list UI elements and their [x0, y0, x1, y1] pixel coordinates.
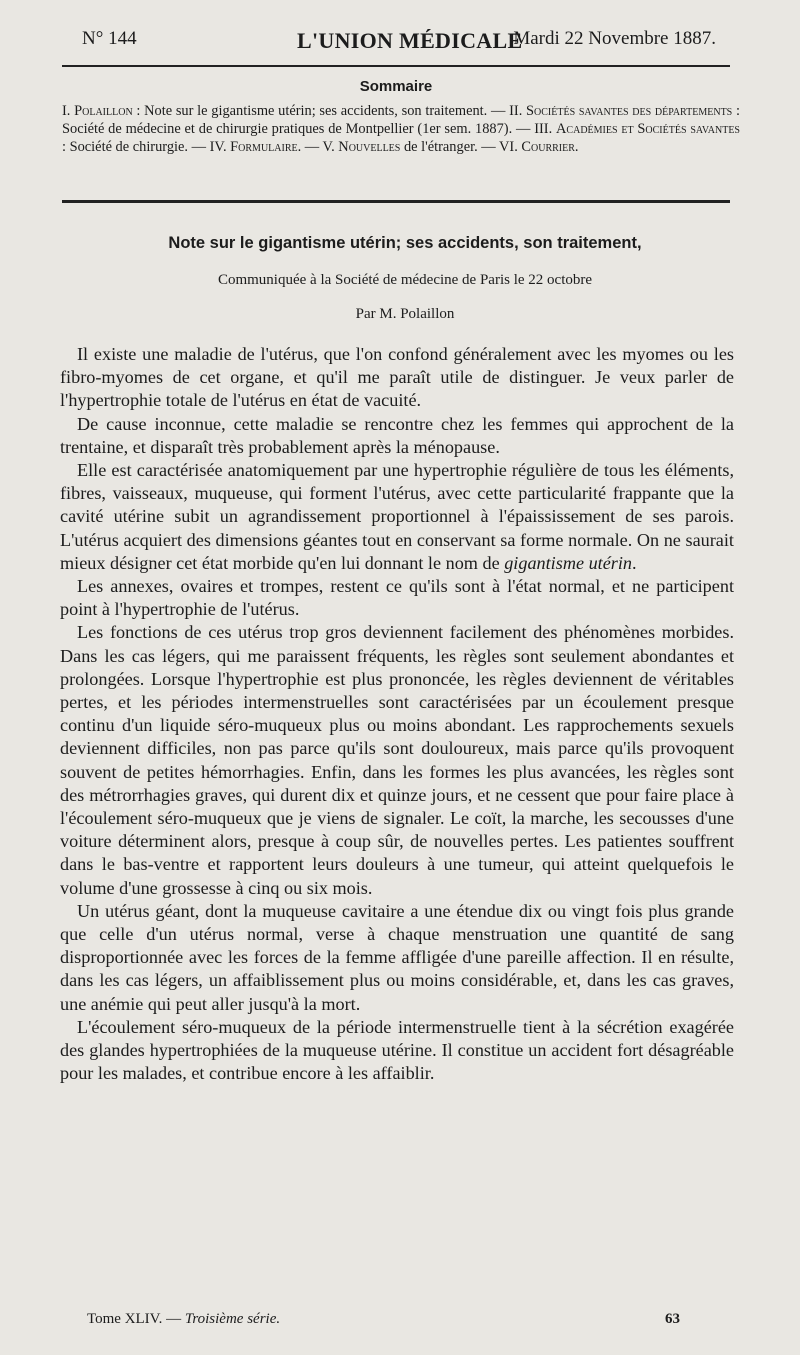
sommaire-item: II. Sociétés savantes des départements : Société de médecine et de chirurgie pratiques de Montpellier (1er sem. 1887). — — [62, 103, 740, 137]
sommaire-title: Sommaire — [359, 78, 433, 95]
paragraph: Les annexes, ovaires et trompes, restent ce qu'ils sont à l'état normal, et ne participent point à l'hypertrophie de l'utérus. — [60, 576, 734, 620]
paragraph: De cause inconnue, cette maladie se rencontre chez les femmes qui approchent de la trentaine, et disparaît très probablement après la ménopause. — [60, 413, 734, 457]
sommaire-rule — [62, 200, 730, 203]
header-rule — [62, 65, 730, 67]
sommaire-item: V. Nouvelles de l'étranger. — — [322, 139, 500, 155]
article-communication: Communiquée à la Société de médecine de Paris le 22 octobre — [217, 272, 593, 288]
sommaire-item: VI. Courrier. — [499, 139, 579, 155]
sommaire-contents — [62, 102, 740, 156]
issue-date: Mardi 22 Novembre 1887. — [513, 28, 716, 49]
issue-number: N° 144 — [82, 28, 137, 49]
paragraph: Elle est caractérisée anatomiquement par une hypertrophie régulière de tous les éléments, fibres, vaisseaux, muqueuse, qui forment l'utérus, avec cette particularité frappante que la cavité utérine subit un agrandissement proportionnel à l'épaississement de ses parois. L'utérus acquiert des dimensions géantes tout en conservant sa forme normale. On ne saurait mieux désigner cet état morbide qu'en lui donnant le nom de gigantisme utérin. — [60, 460, 734, 573]
paragraph: L'écoulement séro-muqueux de la période intermenstruelle tient à la sécrétion exagérée des glandes hypertrophiées de la muqueuse utérine. Il constitue un accident fort désagréable pour les malades, et contribue encore à les affaiblir. — [60, 1016, 734, 1084]
sommaire-item: I. Polaillon : Note sur le gigantisme utérin; ses accidents, son traitement. — — [62, 103, 510, 119]
sommaire-item: IV. Formulaire. — — [209, 139, 323, 155]
masthead — [62, 28, 730, 58]
journal-title: L'UNION MÉDICALE — [297, 28, 523, 53]
article-title: Note sur le gigantisme utérin; ses accidents, son traitement, — [168, 234, 642, 252]
footer-tome: Tome XLIV. — Troisième série. — [87, 1311, 281, 1327]
article-body — [60, 343, 734, 1086]
page-footer — [60, 1311, 750, 1331]
sommaire-item: III. Académies et Sociétés savantes : Société de chirurgie. — — [62, 121, 740, 155]
article-author: Par M. Polaillon — [355, 306, 455, 322]
page-number: 63 — [665, 1311, 680, 1327]
paragraph: Un utérus géant, dont la muqueuse cavitaire a une étendue dix ou vingt fois plus grande que celle d'un utérus normal, verse à chaque menstruation une quantité de sang disproportionnée avec les forces de la femme affligée d'une pareille affection. Il en résulte, dans les cas légers, un affaiblissement plus ou moins considérable, et, dans les cas graves, une anémie qui peut aller jusqu'à la mort. — [60, 900, 734, 1014]
emphasis-term: gigantisme utérin — [504, 552, 633, 573]
paragraph: Les fonctions de ces utérus trop gros deviennent facilement des phénomènes morbides. Dans les cas légers, qui me paraissent fréquents, les règles sont seulement abondantes et prolongées. Lorsque l'hypertrophie est plus prononcée, les règles deviennent de véritables pertes, et les périodes intermenstruelles sont caractérisées par un écoulement presque continu d'un liquide séro-muqueux plus ou moins abondant. Les rapprochements sexuels deviennent difficiles, non pas parce qu'ils sont douloureux, mais parce qu'ils provoquent souvent de petites hémorrhagies. Enfin, dans les formes les plus avancées, les règles sont des métrorrhagies graves, qui durent dix et quinze jours, et ne cessent que pour faire place à l'écoulement séro-muqueux que je viens de signaler. Le coït, la marche, les secousses d'une voiture déterminent alors, presque à coup sûr, de nouvelles pertes. Les patientes souffrent dans le bas-ventre et rapportent leurs douleurs à une tumeur, qui atteint quelquefois le volume d'une grossesse à cinq ou six mois. — [60, 622, 734, 898]
paragraph: Il existe une maladie de l'utérus, que l'on confond généralement avec les myomes ou les fibro-myomes de cet organe, et qu'il me paraît utile de distinguer. Je veux parler de l'hypertrophie totale de l'utérus en état de vacuité. — [60, 344, 734, 411]
